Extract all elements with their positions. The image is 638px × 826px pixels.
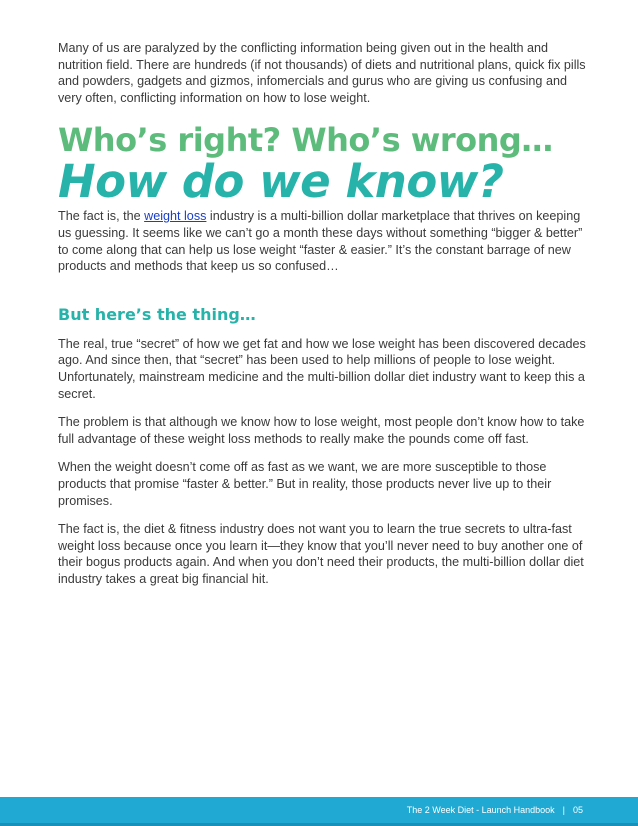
footer-separator: | <box>562 805 565 815</box>
paragraph-industry: The fact is, the diet & fitness industry does not want you to learn the true secrets to ultra-fast weight loss because once you learn it—they know that you’ll never need to buy another one of their bogus products again. And when you don’t need their products, the multi-billion dollar diet industry takes a great big financial hit. <box>58 522 584 586</box>
paragraph-fact-start: The fact is, the <box>58 209 145 224</box>
weight-loss-link[interactable]: weight loss <box>144 209 207 224</box>
page-number: 05 <box>572 805 583 815</box>
paragraph-problem: The problem is that although we know how to lose weight, most people don’t know how to take full advantage of these weight loss methods to really make the pounds come off fast. <box>58 415 585 446</box>
heading-how-do-we-know: How do we know? <box>58 155 504 209</box>
footer-text <box>407 805 583 815</box>
footer-title: The 2 Week Diet - Launch Handbook <box>406 805 555 815</box>
paragraph-susceptible: When the weight doesn’t come off as fast as we want, we are more susceptible to those products that promise “faster & better.” But in reality, those products never live up to their promises. <box>58 460 552 508</box>
intro-paragraph: Many of us are paralyzed by the conflicting information being given out in the health and nutrition field. There are hundreds (if not thousands) of diets and nutritional plans, quick fix pills and powders, gadgets and gizmos, infomercials and gurus who are giving us confusing and very often, conflicting information on how to lose weight. <box>58 41 586 105</box>
page-content <box>58 40 588 599</box>
footer-bar <box>0 797 638 823</box>
paragraph-fact <box>58 208 588 274</box>
heading-whos-right: Who’s right? Who’s wrong… <box>58 121 553 160</box>
paragraph-secret: The real, true “secret” of how we get fat and how we lose weight has been discovered decades ago. And since then, that “secret” has been used to help millions of people to lose weight. Unfortunately, mainstream medicine and the multi-billion dollar diet industry want to keep this a secret. <box>58 336 586 401</box>
paragraph-fact-end: industry is a multi-billion dollar marketplace that thrives on keeping us guessing. It seems like we can’t go a month these days without something “bigger & better” to come along that can help us lose weight “faster & easier.” It’s the constant barrage of new products and methods that keep us so confused… <box>58 209 583 274</box>
subheading-heres-the-thing: But here’s the thing… <box>58 304 256 324</box>
